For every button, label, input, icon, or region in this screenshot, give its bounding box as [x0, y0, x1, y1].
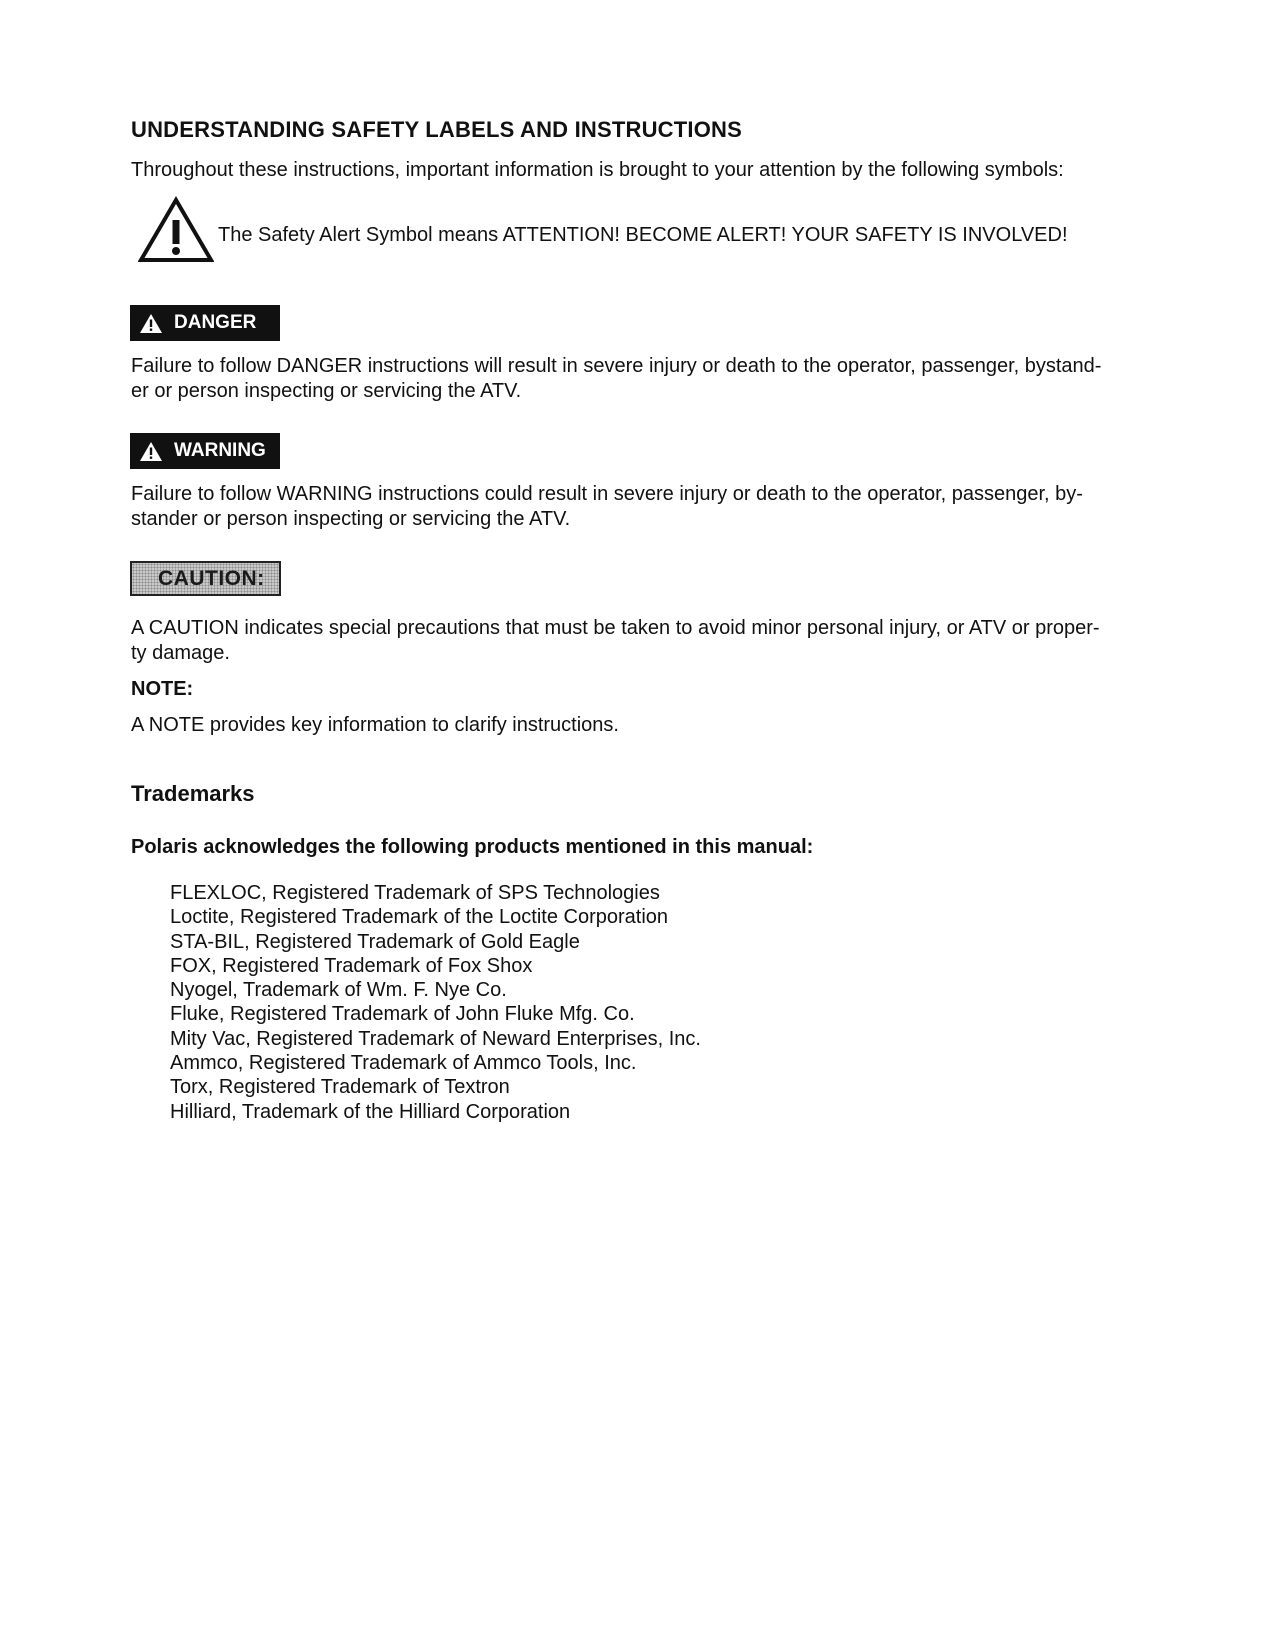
caution-badge — [130, 561, 281, 596]
danger-description: Failure to follow DANGER instructions will result in severe injury or death to the operator, passenger, bystand-er or person inspecting or servicing the ATV. — [131, 355, 1102, 402]
warning-triangle-icon — [140, 442, 162, 461]
danger-badge — [130, 305, 280, 341]
list-item: Ammco, Registered Trademark of Ammco Tools, Inc. — [170, 1052, 637, 1075]
warning-description: Failure to follow WARNING instructions could result in severe injury or death to the operator, passenger, by-stander or person inspecting or servicing the ATV. — [131, 483, 1083, 530]
trademark-list — [170, 881, 701, 1124]
note-label: NOTE: — [131, 678, 194, 700]
warning-label: WARNING — [174, 440, 266, 461]
trademarks-acknowledgement: Polaris acknowledges the following products mentioned in this manual: — [131, 836, 814, 858]
section-title: UNDERSTANDING SAFETY LABELS AND INSTRUCTIONS — [131, 117, 742, 142]
list-item: Torx, Registered Trademark of Textron — [170, 1076, 510, 1099]
list-item: Hilliard, Trademark of the Hilliard Corporation — [170, 1100, 571, 1123]
safety-alert-row — [138, 196, 1068, 264]
caution-label: CAUTION: — [158, 566, 265, 590]
list-item: FLEXLOC, Registered Trademark of SPS Technologies — [170, 882, 660, 904]
note-description: A NOTE provides key information to clarify instructions. — [131, 714, 619, 736]
safety-alert-text: The Safety Alert Symbol means ATTENTION! BECOME ALERT! YOUR SAFETY IS INVOLVED! — [218, 223, 1068, 246]
list-item: FOX, Registered Trademark of Fox Shox — [170, 954, 533, 977]
intro-text: Throughout these instructions, important information is brought to your attention by the following symbols: — [131, 159, 1064, 181]
warning-triangle-icon — [138, 196, 214, 264]
warning-triangle-icon — [140, 314, 162, 333]
list-item: Fluke, Registered Trademark of John Fluke Mfg. Co. — [170, 1003, 635, 1026]
trademarks-title: Trademarks — [131, 781, 255, 806]
list-item: Loctite, Registered Trademark of the Loctite Corporation — [170, 906, 669, 929]
caution-description: A CAUTION indicates special precautions that must be taken to avoid minor personal injury, or ATV or proper-ty damage. — [131, 617, 1100, 664]
danger-label: DANGER — [174, 312, 257, 333]
warning-badge — [130, 433, 280, 469]
list-item: Mity Vac, Registered Trademark of Neward Enterprises, Inc. — [170, 1027, 701, 1050]
list-item: Nyogel, Trademark of Wm. F. Nye Co. — [170, 979, 507, 1002]
list-item: STA-BIL, Registered Trademark of Gold Eagle — [170, 930, 580, 953]
